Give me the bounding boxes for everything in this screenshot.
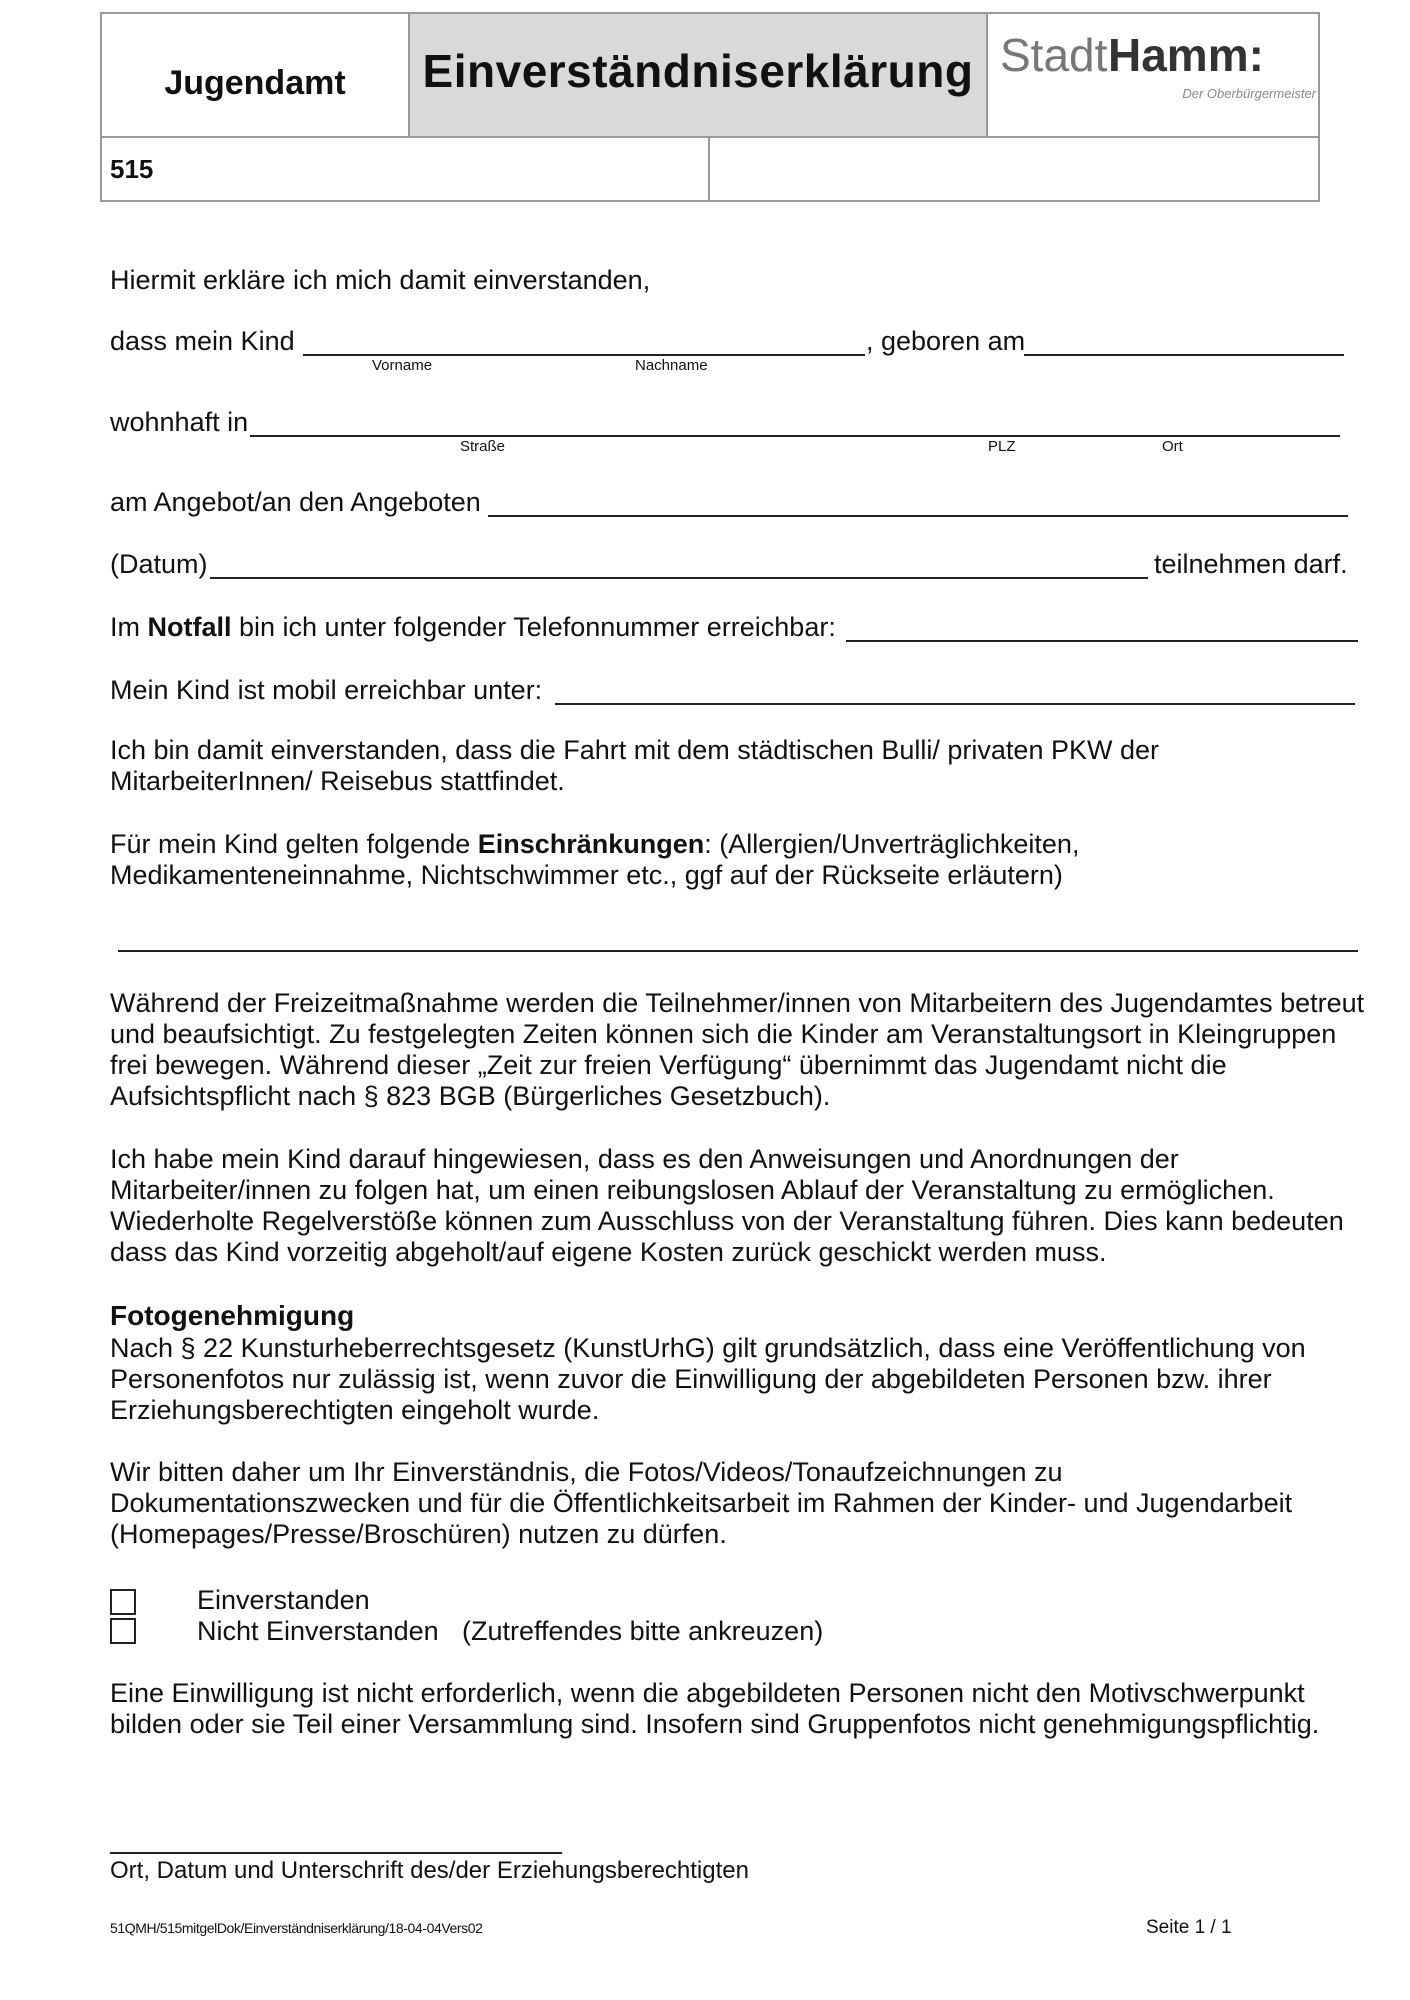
- offer-label: am Angebot/an den Angeboten: [110, 487, 481, 517]
- sub-label-ort: Ort: [1162, 438, 1183, 455]
- signature-label: Ort, Datum und Unterschrift des/der Erziehungsberechtigten: [110, 1857, 749, 1884]
- offer-field[interactable]: [488, 515, 1348, 517]
- logo-cell: [988, 14, 1318, 136]
- emergency-pre: Im: [110, 612, 148, 642]
- consent-no-label: Nicht Einverstanden: [197, 1616, 439, 1646]
- restrictions-pre: Für mein Kind gelten folgende: [110, 829, 478, 859]
- mobile-label: Mein Kind ist mobil erreichbar unter:: [110, 675, 543, 705]
- transport-paragraph: Ich bin damit einverstanden, dass die Fahrt mit dem städtischen Bulli/ privaten PKW der MitarbeiterInnen/ Reisebus stattfindet.: [110, 735, 1159, 796]
- restrictions-post: : (Allergien/Unverträglichkeiten, Medikamenteneinnahme, Nichtschwimmer etc., ggf auf der Rückseite erläutern): [110, 829, 1080, 890]
- sub-label-strasse: Straße: [460, 438, 506, 455]
- city-logo: [988, 14, 1318, 136]
- sub-label-plz: PLZ: [988, 438, 1016, 455]
- emergency-phone-field[interactable]: [846, 640, 1358, 642]
- empty-cell: [710, 138, 1318, 200]
- residence-label: wohnhaft in: [110, 407, 249, 437]
- emergency-post: bin ich unter folgender Telefonnummer erreichbar:: [231, 612, 836, 642]
- photo-request-paragraph: Wir bitten daher um Ihr Einverständnis, die Fotos/Videos/Tonaufzeichnungen zu Dokumentationszwecken und für die Öffentlichkeitsarbeit im Rahmen der Kinder- und Jugendarbeit (Homepages/Presse/Broschüren) nutzen zu dürfen.: [110, 1457, 1293, 1549]
- instructions-paragraph: Ich habe mein Kind darauf hingewiesen, dass es den Anweisungen und Anordnungen der Mitarbeiter/innen zu folgen hat, um einen reibungslosen Ablauf der Veranstaltung zu ermöglichen. Wiederholte Regelverstöße können zum Ausschluss von der Veranstaltung führen. Dies kann bedeuten dass das Kind vorzeitig abgeholt/auf eigene Kosten zurück geschickt werden muss.: [110, 1144, 1344, 1267]
- restrictions-field[interactable]: [118, 950, 1358, 952]
- date-label: (Datum): [110, 549, 208, 579]
- child-label: dass mein Kind: [110, 326, 295, 356]
- logo-stadt: Stadt: [1000, 29, 1108, 81]
- consent-no-checkbox[interactable]: [110, 1618, 136, 1644]
- department-cell: [102, 14, 408, 136]
- consent-yes-checkbox[interactable]: [110, 1589, 136, 1615]
- photo-heading: Fotogenehmigung: [110, 1300, 355, 1331]
- document-reference: 51QMH/515mitgelDok/Einverständniserklärung/18-04-04Vers02: [110, 1920, 483, 1936]
- department-code: 515: [110, 153, 154, 184]
- born-label: , geboren am: [866, 326, 1026, 356]
- child-name-field[interactable]: [303, 354, 865, 356]
- signature-line[interactable]: [110, 1852, 562, 1854]
- logo-subtitle: Der Oberbürgermeister: [1182, 86, 1316, 101]
- intro-text: Hiermit erkläre ich mich damit einverstanden,: [110, 265, 651, 295]
- title-cell: [410, 14, 986, 136]
- mobile-phone-field[interactable]: [555, 703, 1355, 705]
- emergency-bold: Notfall: [147, 612, 232, 642]
- restrictions-paragraph: [110, 829, 1120, 891]
- consent-yes-label: Einverstanden: [197, 1585, 370, 1615]
- consent-hint: (Zutreffendes bitte ankreuzen): [462, 1616, 824, 1646]
- residence-field[interactable]: [250, 435, 1340, 437]
- photo-law-paragraph: Nach § 22 Kunsturheberrechtsgesetz (KunstUrhG) gilt grundsätzlich, dass eine Veröffentlichung von Personenfotos nur zulässig ist, wenn zuvor die Einwilligung der abgebildeten Personen bzw. ihrer Erziehungsberechtigten eingeholt wurde.: [110, 1333, 1306, 1425]
- header-table: [100, 12, 1320, 202]
- supervision-paragraph: Während der Freizeitmaßnahme werden die Teilnehmer/innen von Mitarbeitern des Jugendamtes betreut und beaufsichtigt. Zu festgelegten Zeiten können sich die Kinder am Veranstaltungsort in Kleingruppen frei bewegen. Während dieser „Zeit zur freien Verfügung“ übernimmt das Jugendamt nicht die Aufsichtspflicht nach § 823 BGB (Bürgerliches Gesetzbuch).: [110, 988, 1365, 1111]
- sub-label-nachname: Nachname: [635, 357, 708, 374]
- department-name: Jugendamt: [164, 63, 346, 102]
- participate-label: teilnehmen darf.: [1154, 549, 1348, 579]
- date-field[interactable]: [210, 577, 1148, 579]
- emergency-label: [110, 612, 836, 643]
- exemption-paragraph: Eine Einwilligung ist nicht erforderlich, wenn die abgebildeten Personen nicht den Motivschwerpunkt bilden oder sie Teil einer Versammlung sind. Insofern sind Gruppenfotos nicht genehmigungspflichtig.: [110, 1678, 1320, 1739]
- code-cell: [102, 138, 708, 200]
- logo-hamm: Hamm:: [1108, 29, 1264, 81]
- restrictions-bold: Einschränkungen: [477, 829, 705, 859]
- sub-label-vorname: Vorname: [372, 357, 433, 374]
- page-number: Seite 1 / 1: [1146, 1917, 1232, 1938]
- document-title: Einverständniserklärung: [422, 45, 974, 97]
- birthdate-field[interactable]: [1024, 354, 1344, 356]
